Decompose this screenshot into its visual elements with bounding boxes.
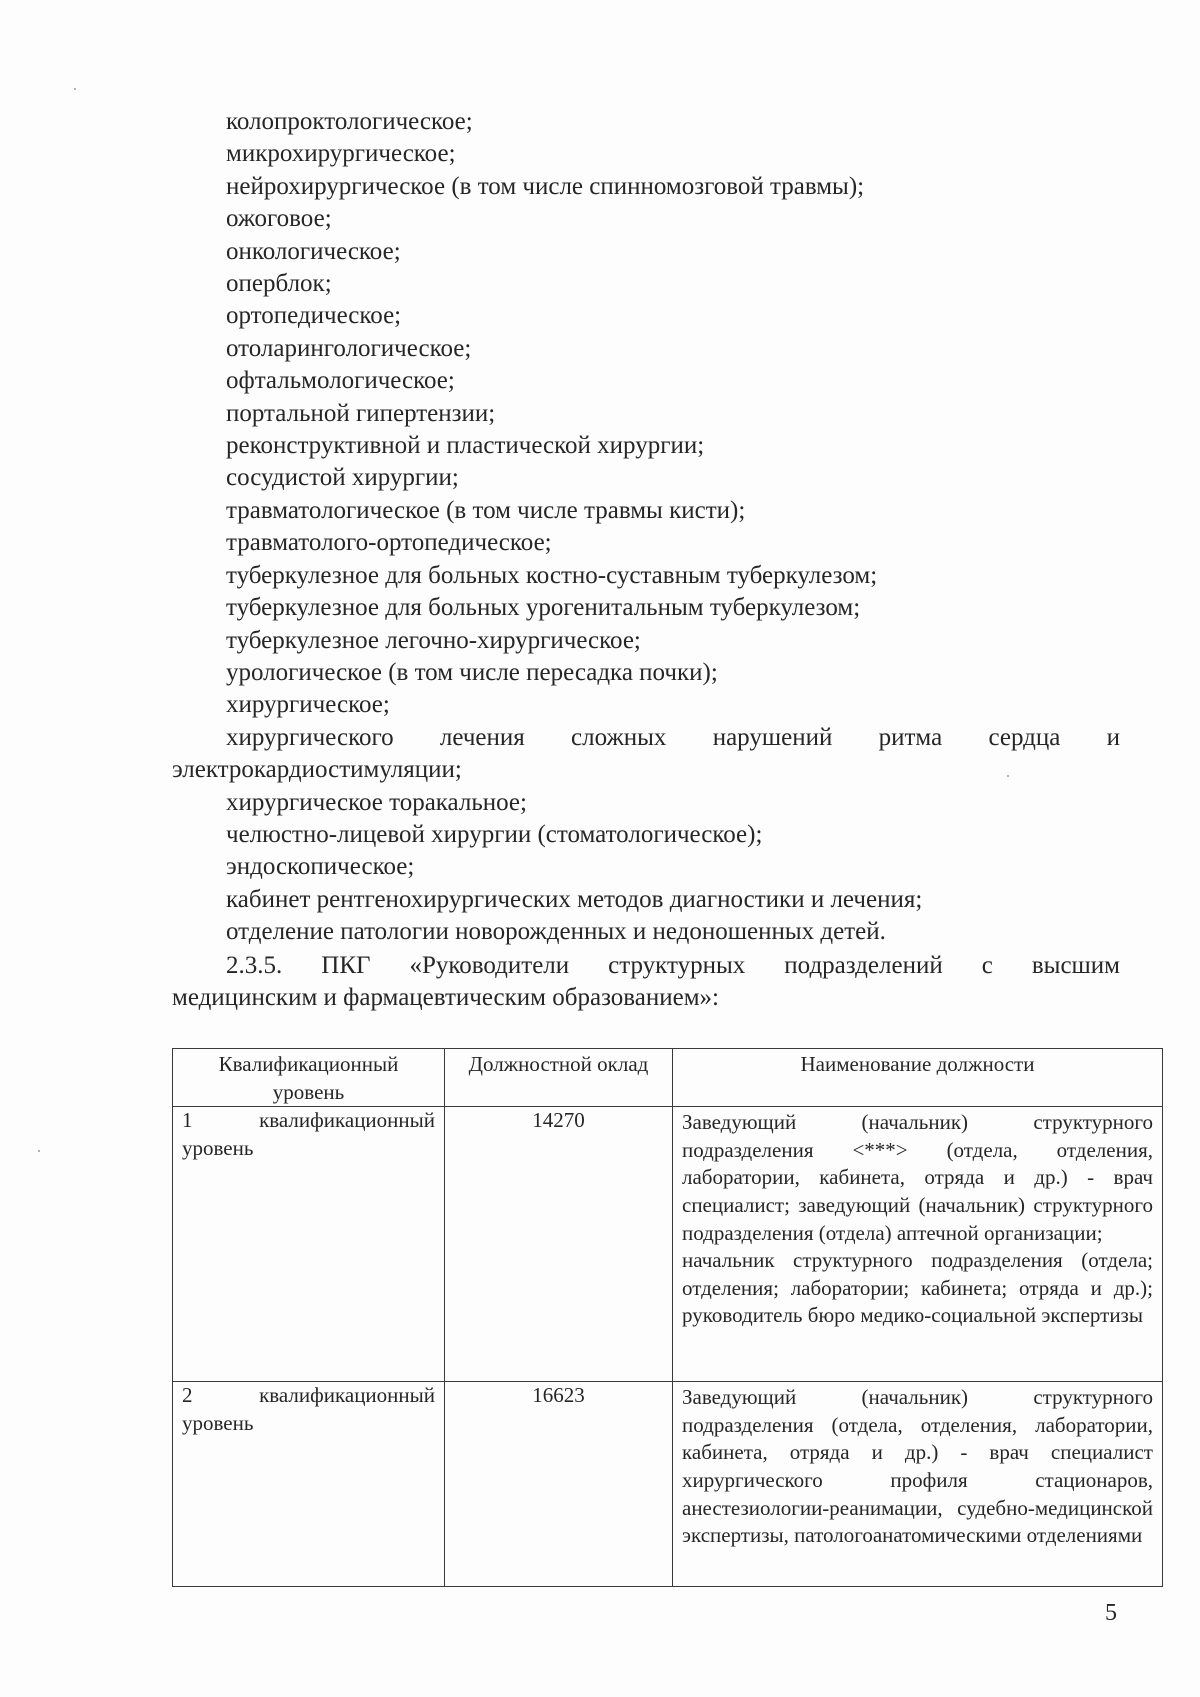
scan-speck bbox=[74, 88, 76, 90]
level-cell bbox=[173, 1107, 445, 1382]
salary-cell: 14270 bbox=[445, 1107, 673, 1382]
list-item: нейрохирургическое (в том числе спинномозговой травмы); bbox=[226, 172, 865, 200]
header-salary: Должностной оклад bbox=[445, 1049, 673, 1107]
salary-cell: 16623 bbox=[445, 1382, 673, 1587]
list-item: реконструктивной и пластической хирургии; bbox=[226, 432, 705, 460]
table-header-row bbox=[173, 1049, 1163, 1107]
table-row bbox=[173, 1107, 1163, 1382]
position-cell bbox=[673, 1382, 1163, 1587]
list-item: урологическое (в том числе пересадка почки); bbox=[226, 658, 718, 686]
list-item: колопроктологическое; bbox=[226, 108, 473, 135]
section-heading-line1: 2.3.5. ПКГ «Руководители структурных подразделений с высшим bbox=[226, 952, 1120, 979]
level-cell bbox=[173, 1382, 445, 1587]
list-item: челюстно-лицевой хирургии (стоматологическое); bbox=[226, 820, 763, 848]
list-item: отделение патологии новорожденных и недоношенных детей. bbox=[226, 918, 886, 946]
list-item: ортопедическое; bbox=[226, 302, 402, 330]
list-item: оперблок; bbox=[226, 270, 332, 298]
wrapped-item-line2: электрокардиостимуляции; bbox=[172, 756, 462, 784]
position-text: Заведующий (начальник) структурного подразделения <***> (отдела, отделения, лаборатории, кабинета, отряда и др.) - врач специалист; заведующий (начальник) структурного подразделения (отдела) аптечной организации; bbox=[682, 1110, 1153, 1245]
position-cell bbox=[673, 1107, 1163, 1382]
level-line1: 2 квалификационный bbox=[182, 1383, 435, 1408]
list-item: сосудистой хирургии; bbox=[226, 464, 459, 492]
level-line2: уровень bbox=[182, 1410, 254, 1435]
table-row bbox=[173, 1382, 1163, 1587]
list-item-wrapped bbox=[172, 722, 1120, 787]
list-item: офтальмологическое; bbox=[226, 367, 455, 395]
list-item: эндоскопическое; bbox=[226, 853, 415, 881]
page-number: 5 bbox=[1105, 1600, 1117, 1626]
list-item: травматолого-ортопедическое; bbox=[226, 529, 552, 557]
position-text: начальник структурного подразделения (отдела; отделения; лаборатории; кабинета; отряда и др.); руководитель бюро медико-социальной экспертизы bbox=[682, 1248, 1153, 1328]
level-line1: 1 квалификационный bbox=[182, 1108, 435, 1133]
list-item: микрохирургическое; bbox=[226, 140, 456, 168]
salary-table bbox=[172, 1048, 1163, 1587]
position-text: Заведующий (начальник) структурного подразделения (отдела, отделения, лаборатории, кабинета, отряда и др.) - врач специалист хирургического профиля стационаров, анестезиологии-реанимации, судебно-медицинской экспертизы, патологоанатомическими отделениями bbox=[682, 1385, 1153, 1548]
scan-speck bbox=[1007, 775, 1009, 777]
section-heading bbox=[172, 950, 1120, 1015]
list-item: туберкулезное для больных костно-суставным туберкулезом; bbox=[226, 561, 878, 589]
department-list bbox=[172, 106, 1120, 949]
list-item: травматологическое (в том числе травмы кисти); bbox=[226, 496, 746, 524]
header-level: Квалификационный уровень bbox=[173, 1049, 445, 1107]
level-line2: уровень bbox=[182, 1135, 254, 1160]
wrapped-item-line1: хирургического лечения сложных нарушений ритма сердца и bbox=[226, 723, 1120, 751]
list-item: туберкулезное легочно-хирургическое; bbox=[226, 626, 641, 654]
section-heading-line2: медицинским и фармацевтическим образованием»: bbox=[172, 984, 719, 1012]
header-position: Наименование должности bbox=[673, 1049, 1163, 1107]
list-item: кабинет рентгенохирургических методов диагностики и лечения; bbox=[226, 885, 923, 913]
list-item: онкологическое; bbox=[226, 237, 401, 265]
scan-speck bbox=[38, 1150, 40, 1152]
list-item: туберкулезное для больных урогенитальным туберкулезом; bbox=[226, 594, 861, 622]
list-item: хирургическое торакальное; bbox=[226, 788, 527, 816]
list-item: хирургическое; bbox=[226, 691, 390, 719]
list-item: ожоговое; bbox=[226, 205, 332, 233]
list-item: портальной гипертензии; bbox=[226, 399, 496, 427]
list-item: отоларингологическое; bbox=[226, 334, 472, 362]
